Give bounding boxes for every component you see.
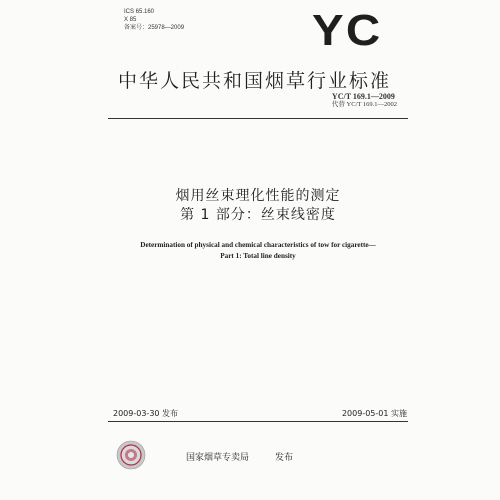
class-code: X 85 <box>124 17 137 23</box>
english-title-line-1: Determination of physical and chemical characteristics of tow for cigarette— <box>140 241 376 249</box>
chinese-title-line-2: 第 1 部分：丝束线密度 <box>180 207 336 223</box>
bottom-divider <box>108 421 408 422</box>
classification-block <box>124 8 184 32</box>
issuer-line <box>186 450 293 463</box>
implementation-date: 2009-05-01 实施 <box>341 409 407 418</box>
chinese-title-line-1: 烟用丝束理化性能的测定 <box>175 188 341 204</box>
standard-category-title: 中华人民共和国烟草行业标准 <box>118 70 392 92</box>
standard-code: YC/T 169.1—2009 <box>331 92 395 101</box>
replaces-code: 代替 YC/T 169.1—2002 <box>331 101 397 108</box>
yc-logo: YC <box>312 6 383 55</box>
issue-date: 2009-03-30 发布 <box>113 409 179 418</box>
issuer-action: 发布 <box>275 453 294 463</box>
anti-counterfeit-hologram-icon <box>116 440 146 470</box>
ics-code: ICS 65.160 <box>124 9 155 15</box>
top-divider <box>108 118 408 119</box>
issuer-name: 国家烟草专卖局 <box>186 453 250 463</box>
english-title-line-2: Part 1: Total line density <box>220 252 296 260</box>
record-number: 备案号：25978—2009 <box>124 25 185 31</box>
standard-number-block <box>332 92 397 109</box>
